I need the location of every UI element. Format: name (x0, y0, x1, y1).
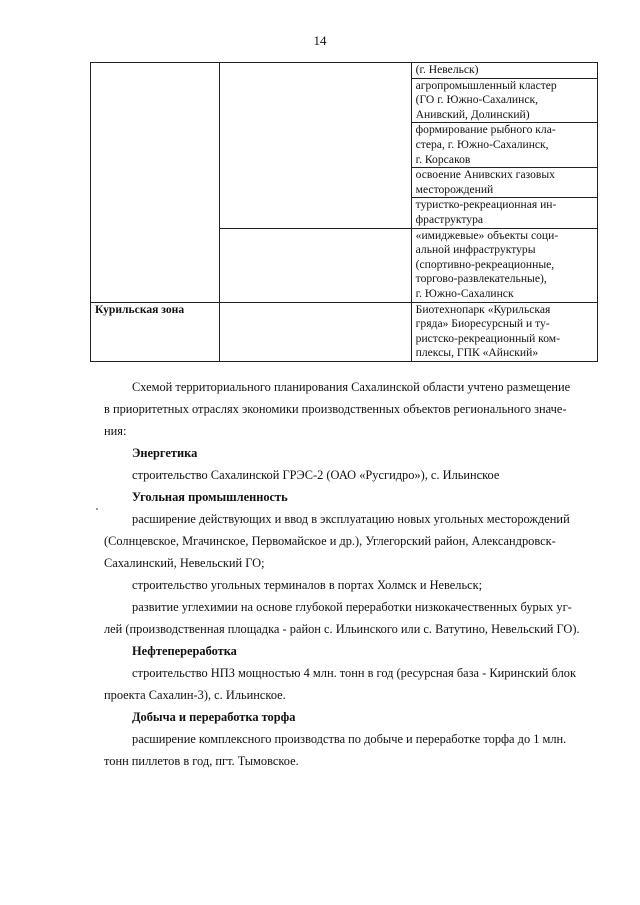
location-cell (411, 123, 597, 168)
coal-item: строительство угольных терминалов в портах Холмск и Невельск; (132, 578, 483, 592)
cell-line: Анивский, Долинский) (415, 107, 530, 121)
oil-item: строительство НПЗ мощностью 4 млн. тонн в год (ресурсная база - Киринский блок (132, 666, 576, 680)
cell-line: агропромышленный кластер (415, 78, 557, 92)
cell-line: фраструктура (415, 212, 484, 226)
zones-table (90, 62, 598, 362)
location-cell (411, 78, 597, 123)
peat-item: тонн пиллетов в год, пгт. Тымовское. (104, 754, 299, 768)
cell-line: стера, г. Южно-Сахалинск, (415, 137, 549, 151)
cell-line: ристско-рекреационный ком- (415, 331, 560, 345)
cell-line: г. Южно-Сахалинск (415, 286, 514, 300)
heading-peat: Добыча и переработка торфа (132, 710, 296, 724)
coal-item: расширение действующих и ввод в эксплуатацию новых угольных месторождений (132, 512, 570, 526)
zone-cell (91, 63, 220, 303)
object-cell (220, 63, 412, 229)
location-cell (411, 63, 597, 79)
intro-line: ния: (104, 424, 127, 438)
cell-line: (спортивно-рекреационные, (415, 257, 555, 271)
cell-line: «имиджевые» объекты соци- (415, 228, 559, 242)
location-cell (411, 198, 597, 228)
cell-line: (ГО г. Южно-Сахалинск, (415, 93, 539, 107)
cell-line: торгово-развлекательные), (415, 272, 547, 286)
cell-line: туристко-рекреационная ин- (415, 198, 557, 212)
peat-item: расширение комплексного производства по добыче и переработке торфа до 1 млн. (132, 732, 567, 746)
cell-line: освоение Анивских газовых (415, 168, 555, 182)
cell-line: (г. Невельск) (415, 63, 479, 76)
oil-item: проекта Сахалин-3), с. Ильинское. (104, 688, 286, 702)
location-cell (411, 228, 597, 302)
object-cell (220, 302, 412, 361)
location-cell (411, 168, 597, 198)
scan-speck (96, 508, 98, 510)
coal-item: развитие углехимии на основе глубокой переработки низкокачественных бурых уг- (132, 600, 572, 614)
energy-item: строительство Сахалинской ГРЭС-2 (ОАО «Русгидро»), с. Ильинское (132, 468, 500, 482)
coal-item: лей (производственная площадка - район с. Ильинского или с. Ватутино, Невельский ГО). (104, 622, 580, 636)
body-text (104, 376, 598, 772)
object-cell (220, 228, 412, 302)
coal-item: Сахалинский, Невельский ГО; (104, 556, 265, 570)
heading-coal: Угольная промышленность (132, 490, 288, 504)
cell-line: г. Корсаков (415, 152, 471, 166)
cell-line: месторождений (415, 182, 494, 196)
cell-line: плексы, ГПК «Айнский» (415, 346, 539, 360)
zones-table-body (91, 63, 598, 362)
table-row (91, 302, 598, 361)
cell-line: Биотехнопарк «Курильская (415, 302, 551, 316)
heading-energy: Энергетика (132, 446, 198, 460)
cell-line: альной инфраструктуры (415, 243, 536, 257)
cell-line: гряда» Биоресурсный и ту- (415, 317, 550, 331)
cell-line: формирование рыбного кла- (415, 123, 556, 137)
location-cell (411, 302, 597, 361)
intro-line: в приоритетных отраслях экономики производственных объектов регионального значе- (104, 402, 567, 416)
zone-cell: Курильская зона (91, 302, 220, 361)
table-row (91, 63, 598, 79)
coal-item: (Солнцевское, Мгачинское, Первомайское и др.), Углегорский район, Александровск- (104, 534, 556, 548)
heading-oil: Нефтепереработка (132, 644, 237, 658)
page-number: 14 (313, 33, 327, 48)
intro-line: Схемой территориального планирования Сахалинской области учтено размещение (132, 380, 571, 394)
